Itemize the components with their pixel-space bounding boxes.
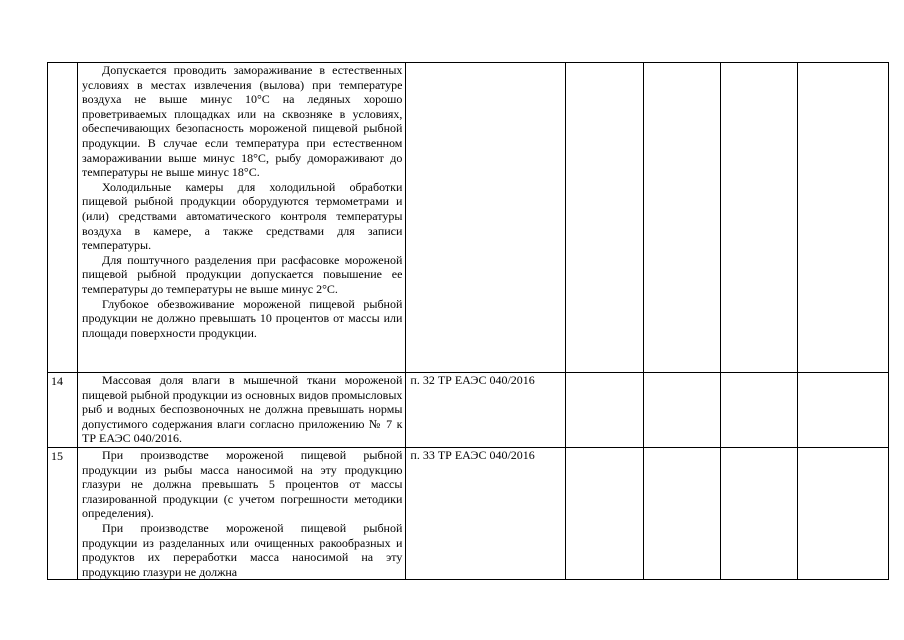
empty-cell bbox=[797, 63, 888, 373]
requirement-cell bbox=[78, 63, 406, 373]
empty-cell bbox=[720, 63, 797, 373]
empty-cell bbox=[643, 63, 720, 373]
requirement-paragraph: При производстве мороженой пищевой рыбной продукции из разделанных или очищенных ракообразных и продуктов их переработки масса наносимой на эту продукцию глазури не должна bbox=[82, 520, 403, 579]
empty-cell bbox=[565, 448, 643, 580]
requirement-paragraph: Для поштучного разделения при расфасовке мороженой пищевой рыбной продукции допускается повышение ее температуры до температуры не выше минус 2°C. bbox=[82, 252, 403, 296]
empty-cell bbox=[565, 63, 643, 373]
empty-cell bbox=[720, 373, 797, 448]
requirement-paragraph: Глубокое обезвоживание мороженой пищевой рыбной продукции не должно превышать 10 процентов от массы или площади поверхности продукции. bbox=[82, 296, 403, 340]
requirements-table bbox=[47, 62, 889, 580]
requirement-cell bbox=[78, 448, 406, 580]
requirement-paragraph: Холодильные камеры для холодильной обработки пищевой рыбной продукции оборудуются термометрами и (или) средствами автоматического контроля температуры воздуха в камере, а также средствами для записи температуры. bbox=[82, 179, 403, 253]
requirement-paragraph: Допускается проводить замораживание в естественных условиях в местах извлечения (вылова) при температуре воздуха не выше минус 10°C на ледяных хорошо проветриваемых площадках или на сквозняке в условиях, обеспечивающих безопасность мороженой пищевой рыбной продукции. В случае если температура при естественном замораживании выше минус 18°C, рыбу домораживают до температуры не выше минус 18°C. bbox=[82, 63, 403, 180]
row-number-cell: 15 bbox=[48, 448, 78, 580]
reference-cell bbox=[406, 63, 565, 373]
table-row bbox=[48, 373, 889, 448]
reference-cell: п. 33 ТР ЕАЭС 040/2016 bbox=[406, 448, 565, 580]
empty-cell bbox=[565, 373, 643, 448]
table-row bbox=[48, 63, 889, 373]
row-number-cell bbox=[48, 63, 78, 373]
requirement-paragraph: Массовая доля влаги в мышечной ткани мороженой пищевой рыбной продукции из основных видов промысловых рыб и водных беспозвоночных не должна превышать нормы допустимого содержания влаги согласно приложению № 7 к ТР ЕАЭС 040/2016. bbox=[82, 373, 403, 446]
requirement-cell bbox=[78, 373, 406, 448]
empty-cell bbox=[643, 448, 720, 580]
requirement-paragraph: При производстве мороженой пищевой рыбной продукции из рыбы масса наносимой на эту продукцию глазури не должна превышать 5 процентов от массы глазированной продукции (с учетом погрешности методики определения). bbox=[82, 448, 403, 521]
empty-cell bbox=[720, 448, 797, 580]
empty-cell bbox=[797, 448, 888, 580]
row-number-cell: 14 bbox=[48, 373, 78, 448]
empty-cell bbox=[797, 373, 888, 448]
empty-cell bbox=[643, 373, 720, 448]
table-row bbox=[48, 448, 889, 580]
reference-cell: п. 32 ТР ЕАЭС 040/2016 bbox=[406, 373, 565, 448]
